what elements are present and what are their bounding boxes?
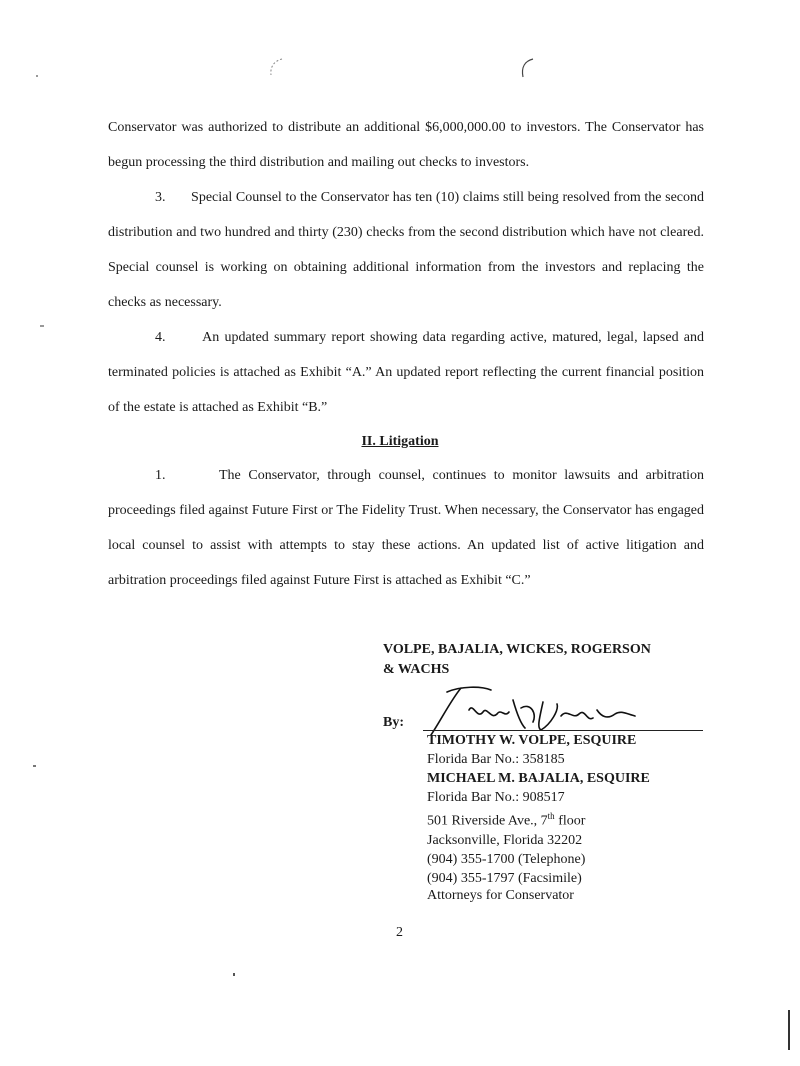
facsimile: (904) 355-1797 (Facsimile)	[427, 870, 582, 886]
attorney-details	[427, 731, 717, 888]
firm-name	[383, 640, 713, 680]
attorney-2-bar-number: Florida Bar No.: 908517	[427, 790, 565, 805]
attorney-1-name: TIMOTHY W. VOLPE, ESQUIRE	[427, 733, 637, 748]
scan-speck	[788, 1010, 790, 1050]
scan-speck	[33, 765, 36, 767]
page-number: 2	[396, 925, 403, 940]
attorneys-for-label: Attorneys for Conservator	[427, 888, 574, 903]
attorney-1-bar-number: Florida Bar No.: 358185	[427, 752, 565, 767]
address-city: Jacksonville, Florida 32202	[427, 832, 583, 848]
paragraph-text: An updated summary report showing data regarding active, matured, legal, lapsed and terminated policies is attached as Exhibit “A.” An updated report reflecting the current financial position of the estate is attached as Exhibit “B.”	[108, 330, 705, 415]
paragraph-4	[108, 320, 704, 425]
paragraph-number: 1.	[155, 468, 166, 483]
paragraph-3	[108, 180, 704, 320]
litigation-paragraph-1	[108, 458, 704, 598]
by-label: By:	[383, 715, 404, 730]
scan-speck	[40, 325, 44, 327]
paragraph-text: Special Counsel to the Conservator has ten (10) claims still being resolved from the second distribution and two hundred and thirty (230) checks from the second distribution which have not cleared. Special counsel is working on obtaining additional information from the investors and replacing the checks as necessary.	[108, 190, 705, 310]
attorney-2-name: MICHAEL M. BAJALIA, ESQUIRE	[427, 771, 650, 786]
scan-speck	[233, 973, 235, 976]
paragraph-number: 3.	[155, 190, 166, 205]
scan-mark-right	[515, 55, 545, 85]
telephone: (904) 355-1700 (Telephone)	[427, 851, 586, 867]
paragraph-number: 4.	[155, 330, 166, 345]
firm-line-2: & WACHS	[383, 662, 450, 677]
firm-line-1: VOLPE, BAJALIA, WICKES, ROGERSON	[383, 642, 651, 657]
section-heading: II. Litigation	[361, 434, 439, 449]
scan-speck	[36, 75, 38, 77]
address-street	[427, 807, 717, 831]
floor-text: floor	[554, 813, 586, 829]
street-text: 501 Riverside Ave., 7	[427, 813, 548, 829]
ordinal-suffix: th	[547, 811, 555, 821]
paragraph-text: The Conservator, through counsel, continues to monitor lawsuits and arbitration proceedings filed against Future First or The Fidelity Trust. When necessary, the Conservator has engaged local counsel to assist with attempts to stay these actions. An updated list of active litigation and arbitration proceedings filed against Future First is attached as Exhibit “C.”	[108, 468, 704, 588]
paragraph-continuation: Conservator was authorized to distribute an additional $6,000,000.00 to investors. The Conservator has begun processing the third distribution and mailing out checks to investors.	[108, 120, 704, 170]
scan-mark-left	[262, 55, 292, 85]
